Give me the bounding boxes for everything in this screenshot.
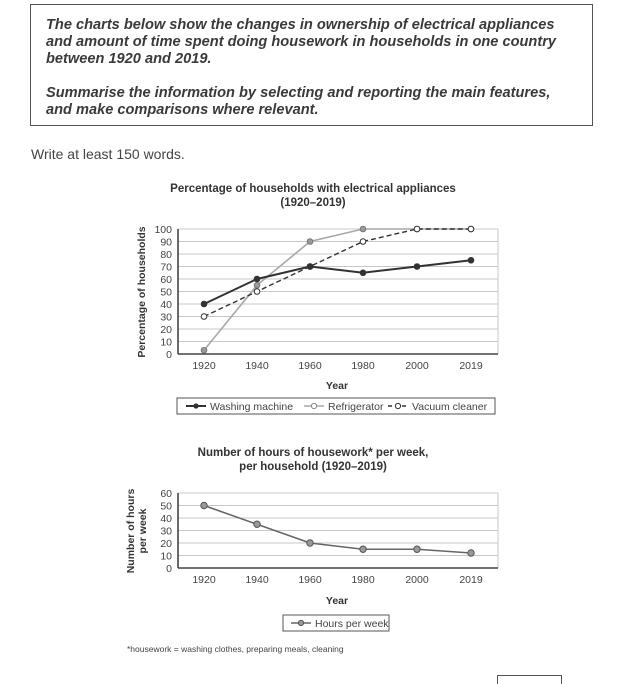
data-point <box>414 264 420 270</box>
data-point <box>201 314 207 320</box>
x-tick-label: 2019 <box>459 360 483 372</box>
y-tick-label: 100 <box>154 223 172 236</box>
legend-refrigerator <box>304 401 384 413</box>
x-tick-label: 1920 <box>192 574 216 586</box>
x-tick-label: 2000 <box>405 574 429 586</box>
x-tick-label: 1940 <box>245 360 269 372</box>
series-line <box>204 506 471 554</box>
y-tick-label: 60 <box>160 487 172 500</box>
data-point <box>360 239 366 245</box>
chart1-gridlines <box>178 229 498 354</box>
data-point <box>414 546 420 552</box>
y-tick-label: 60 <box>160 273 172 286</box>
data-point <box>201 347 207 353</box>
data-point <box>360 270 366 276</box>
data-point <box>201 301 207 307</box>
y-tick-label: 10 <box>160 336 172 349</box>
data-point <box>414 226 420 232</box>
chart2-x-axis-label: Year <box>325 595 349 607</box>
y-tick-label: 30 <box>160 525 172 538</box>
svg-text:Refrigerator: Refrigerator <box>328 401 384 413</box>
chart2-x-ticks <box>192 574 483 586</box>
y-tick-label: 50 <box>160 500 172 513</box>
chart2-y-axis-label-line1: Number of hours <box>125 488 137 574</box>
chart1-x-axis-label: Year <box>325 380 349 392</box>
data-point <box>307 239 313 245</box>
data-point <box>307 264 313 270</box>
data-point <box>360 546 366 552</box>
y-tick-label: 40 <box>160 298 172 311</box>
chart2-series <box>201 502 474 556</box>
x-tick-label: 2019 <box>459 574 483 586</box>
svg-text:Washing machine: Washing machine <box>210 401 294 413</box>
y-tick-label: 0 <box>166 348 172 361</box>
data-point <box>307 540 313 546</box>
word-count-instruction: Write at least 150 words. <box>31 146 185 162</box>
x-tick-label: 1980 <box>351 574 375 586</box>
chart1-title: Percentage of households with electrical appliances <box>170 183 456 195</box>
y-tick-label: 50 <box>160 286 172 299</box>
chart2-legend <box>283 615 389 631</box>
chart1-y-ticks <box>154 224 172 361</box>
data-point <box>468 550 474 556</box>
series-line-vacuum-cleaner <box>204 229 471 317</box>
chart2-title: Number of hours of housework* per week, <box>197 447 429 459</box>
y-tick-label: 20 <box>160 537 172 550</box>
data-point <box>360 226 366 232</box>
data-point <box>254 276 260 282</box>
x-tick-label: 1980 <box>351 360 375 372</box>
y-tick-label: 0 <box>166 562 172 575</box>
data-point <box>254 282 260 288</box>
chart1-series <box>201 226 474 353</box>
task-paragraph-1: The charts below show the changes in ownership of electrical appliances and amount of time spent doing housework in households in one country between 1920 and 2019. <box>46 17 556 67</box>
data-point <box>201 502 207 508</box>
chart2-gridlines <box>178 493 498 568</box>
x-tick-label: 1960 <box>298 360 322 372</box>
x-tick-label: 2000 <box>405 360 429 372</box>
series-line-refrigerator <box>204 229 471 350</box>
data-point <box>254 521 260 527</box>
legend-hours-per-week: Hours per week <box>315 618 389 630</box>
legend-washing-machine <box>186 401 293 413</box>
y-tick-label: 90 <box>160 236 172 249</box>
task-paragraph-2: Summarise the information by selecting and reporting the main features, and make comparisons where relevant. <box>46 85 551 118</box>
chart2-y-ticks <box>160 488 172 575</box>
svg-text:Vacuum cleaner: Vacuum cleaner <box>412 401 488 413</box>
legend-vacuum-cleaner <box>388 401 488 413</box>
chart1-y-axis-label: Percentage of households <box>136 226 148 358</box>
data-point <box>468 257 474 263</box>
x-tick-label: 1940 <box>245 574 269 586</box>
chart2-subtitle: per household (1920–2019) <box>239 461 387 473</box>
data-point <box>254 289 260 295</box>
chart1-legend <box>177 398 495 414</box>
y-tick-label: 20 <box>160 323 172 336</box>
y-tick-label: 70 <box>160 261 172 274</box>
chart1-x-ticks <box>192 360 483 372</box>
footnote: *housework = washing clothes, preparing meals, cleaning <box>127 644 344 654</box>
chart2-y-axis-label-line2: per week <box>137 508 149 554</box>
y-tick-label: 40 <box>160 512 172 525</box>
y-tick-label: 80 <box>160 248 172 261</box>
data-point <box>468 226 474 232</box>
y-tick-label: 10 <box>160 550 172 563</box>
x-tick-label: 1960 <box>298 574 322 586</box>
x-tick-label: 1920 <box>192 360 216 372</box>
chart1-subtitle: (1920–2019) <box>280 197 346 209</box>
y-tick-label: 30 <box>160 311 172 324</box>
